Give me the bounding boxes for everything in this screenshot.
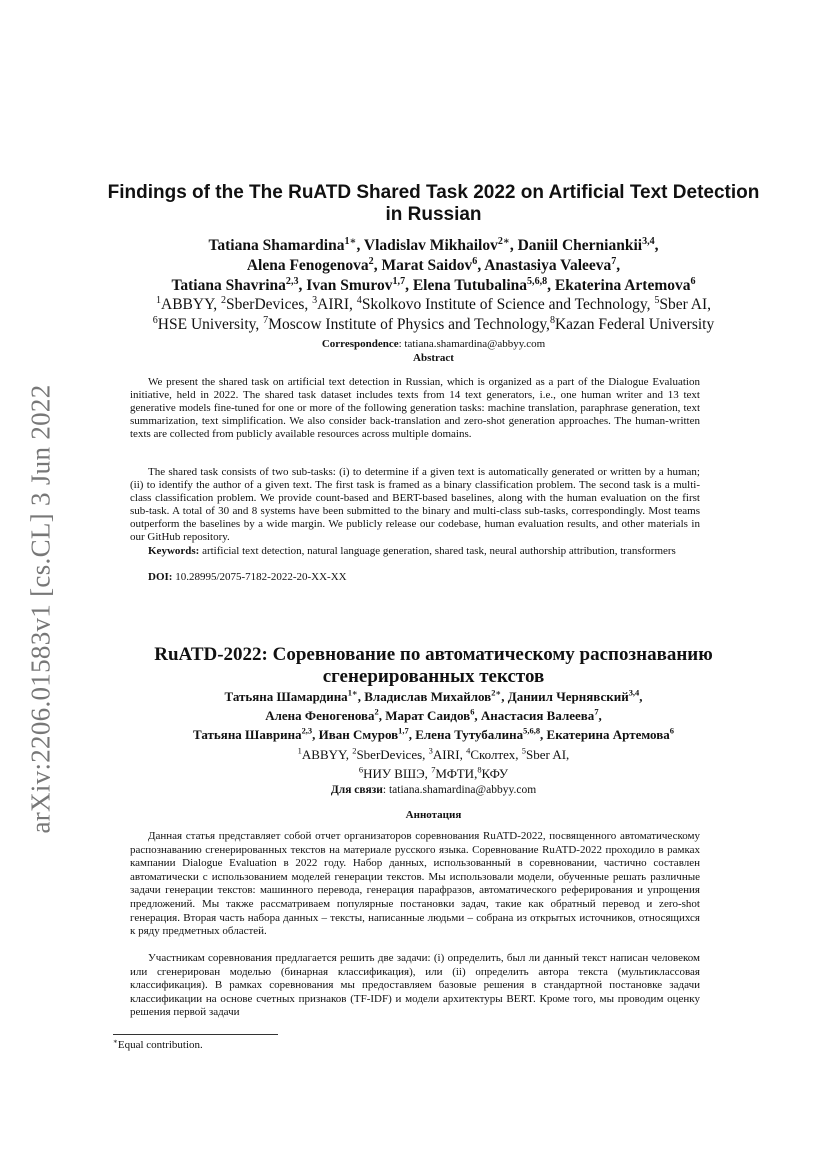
arxiv-identifier: arXiv:2206.01583v1 [cs.CL] 3 Jun 2022	[25, 384, 56, 834]
russian-title-line-2: сгенерированных текстов	[322, 666, 545, 687]
correspondence-email[interactable]: : tatiana.shamardina@abbyy.com	[398, 338, 546, 350]
russian-abstract-paragraph-2: Участникам соревнования предлагается решить две задачи: (i) определить, был ли данный текст написан человеком или сгенерирован моделью (бинарная классификация), или (ii) определить автора текста (мультиклассовая классификация). В рамках соревнования мы предоставляем базовые решения в стандартной постановке задачи классификации на основе счетных признаков (TF-IDF) и модели архитектуры BERT. Кроме того, мы проводим оценку решения первой задачи	[130, 952, 700, 1019]
author: Татьяна Шамардина$^{1∗}$,	[224, 687, 365, 704]
abstract-paragraph-1: We present the shared task on artificial text detection in Russian, which is organized as a part of the Dialogue Evaluation initiative, held in 2022. The shared task dataset includes texts from 14 text generators, i.e., one human writer and 13 text generative models fine-tuned for one or more of the following generation tasks: machine translation, paraphrase generation, text summarization, text simplification. We also consider back-translation and zero-shot generation approaches. The human-written texts are collected from publicly available resources across multiple domains.	[130, 376, 700, 440]
affiliation-line: $^1$ABBYY, $^2$SberDevices, $^3$AIRI, $^4$Skolkovo Institute of Science and Technology, $^5$Sber AI,	[155, 294, 712, 313]
doi-text[interactable]: 10.28995/2075-7182-2022-20-XX-XX	[172, 571, 347, 583]
author: Ekaterina Artemova$^6$	[554, 275, 696, 294]
correspondence	[80, 337, 787, 351]
author: Ivan Smurov$^{1,7}$,	[306, 275, 413, 294]
author-list	[80, 236, 787, 296]
author-line	[80, 687, 787, 706]
russian-title-line-1: RuATD-2022: Соревнование по автоматическому распознаванию	[154, 644, 713, 665]
abstract-paragraph-2: The shared task consists of two sub-tasks: (i) to determine if a given text is automatically generated or written by a human; (ii) to identify the author of a given text. The first task is framed as a binary classification problem. The second task is a multi-class classification problem. We provide count-based and BERT-based baselines, along with the human evaluation on the first sub-task. A total of 30 and 8 systems have been submitted to the binary and multi-class sub-tasks, correspondingly. Most teams outperform the baselines by a wide margin. We publicly release our codebase, human evaluation results, and other materials in our GitHub repository.	[130, 466, 700, 543]
keywords-text: artificial text detection, natural language generation, shared task, neural authorship attribution, transformers	[199, 545, 676, 557]
title-line-1: Findings of the The RuATD Shared Task 2022 on Artificial Text Detection	[107, 182, 760, 203]
author: Екатерина Артемова$^6$	[546, 725, 674, 742]
footnote	[113, 1039, 203, 1051]
correspondence-label: Correspondence	[321, 338, 399, 350]
footnote-mark: ∗	[113, 1037, 118, 1046]
author: Алена Феногенова$^2$,	[265, 706, 386, 723]
author-line	[80, 706, 787, 725]
author: Татьяна Шаврина$^{2,3}$,	[193, 725, 319, 742]
affiliation-line: $^6$НИУ ВШЭ, $^7$МФТИ,$^8$КФУ	[358, 764, 509, 781]
arxiv-sidebar-stamp	[16, 374, 66, 844]
author-line	[80, 276, 787, 296]
author-line	[80, 256, 787, 276]
affiliations	[80, 295, 787, 335]
russian-title	[80, 644, 787, 688]
author: Alena Fenogenova$^2$,	[246, 255, 382, 274]
contact-email[interactable]: : tatiana.shamardina@abbyy.com	[382, 784, 537, 796]
author: Elena Tutubalina$^{5,6,8}$,	[412, 275, 555, 294]
author: Tatiana Shavrina$^{2,3}$,	[171, 275, 307, 294]
footnote-text: Equal contribution.	[117, 1039, 203, 1051]
author: Tatiana Shamardina$^{1∗}$,	[208, 235, 364, 254]
russian-affiliations	[80, 745, 787, 783]
keywords	[130, 545, 700, 558]
author: Иван Смуров$^{1,7}$,	[318, 725, 416, 742]
title-line-2: in Russian	[385, 204, 482, 225]
doi-label: DOI:	[148, 571, 173, 583]
russian-abstract-paragraph-1: Данная статья представляет собой отчет организаторов соревнования RuATD-2022, посвященного автоматическому распознаванию сгенерированных текстов на материале русского языка. Соревнование RuATD-2022 проходило в рамках кампании Dialogue Evaluation в 2022 году. Набор данных, использованный в соревновании, частично составлен автоматически с использованием моделей генерации текстов. Мы использовали модели, обученные решать различные задачи генерации текстов: машинного перевода, генерация парафразов, автоматического реферирования и упрощения предложений. Мы также рассматриваем популярные постановки задач, такие как обратный перевод и zero-shot генерация. Вторая часть набора данных – тексты, написанные людьми – собрана из открытых источников, относящихся к ряду предметных областей.	[130, 830, 700, 938]
author: Анастасия Валеева$^7$,	[480, 706, 602, 723]
affiliation-line: $^6$HSE University, $^7$Moscow Institute of Physics and Technology,$^8$Kazan Federal University	[152, 314, 715, 333]
author: Marat Saidov$^6$,	[381, 255, 485, 274]
author: Владислав Михайлов$^{2∗}$,	[364, 687, 508, 704]
russian-contact	[80, 783, 787, 797]
doi	[130, 571, 700, 584]
russian-author-list	[80, 687, 787, 744]
abstract-heading: Abstract	[413, 352, 454, 364]
contact-label: Для связи	[330, 784, 383, 796]
author: Даниил Чернявский$^{3,4}$,	[507, 687, 643, 704]
author: Vladislav Mikhailov$^{2∗}$,	[363, 235, 518, 254]
author: Елена Тутубалина$^{5,6,8}$,	[415, 725, 547, 742]
keywords-label: Keywords:	[148, 545, 200, 557]
author: Anastasiya Valeeva$^7$,	[484, 255, 621, 274]
russian-abstract-heading: Аннотация	[405, 809, 462, 821]
paper-title	[80, 182, 787, 226]
author: Daniil Cherniankii$^{3,4}$,	[517, 235, 659, 254]
author: Марат Саидов$^6$,	[385, 706, 481, 723]
author-line	[80, 236, 787, 256]
author-line	[80, 725, 787, 744]
affiliation-line: $^1$ABBYY, $^2$SberDevices, $^3$AIRI, $^4$Сколтех, $^5$Sber AI,	[297, 745, 570, 762]
footnote-rule	[113, 1034, 278, 1035]
